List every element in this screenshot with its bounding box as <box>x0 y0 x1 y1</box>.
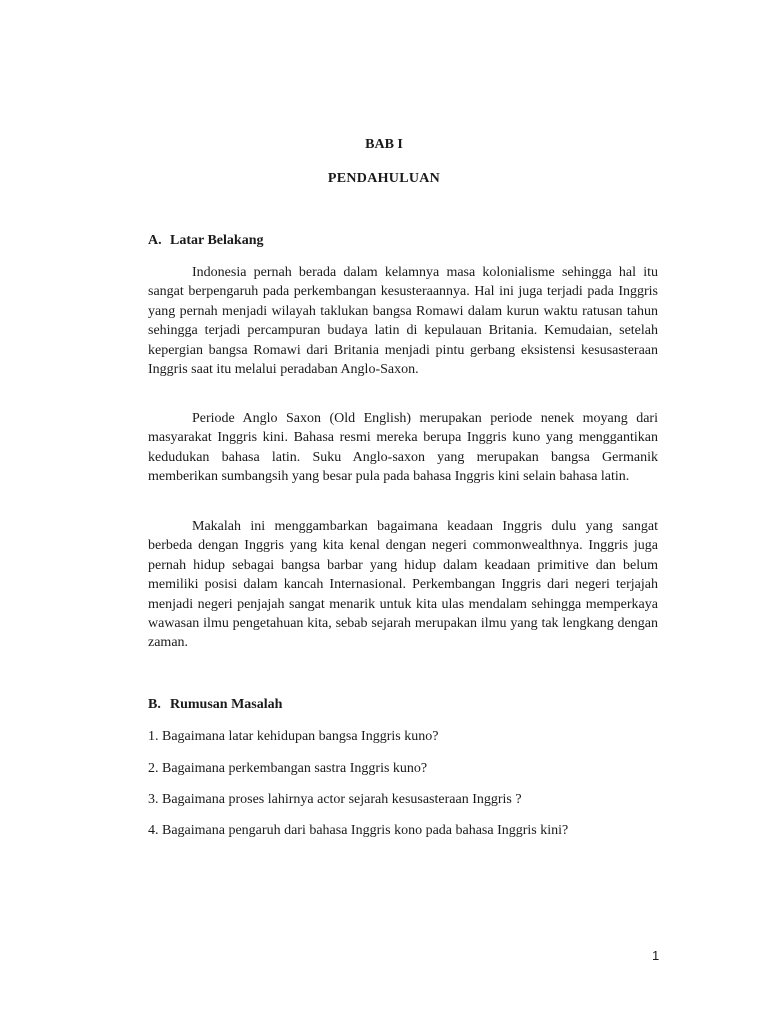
chapter-title: BAB I <box>365 137 403 152</box>
section-a-title: Latar Belakang <box>170 233 264 248</box>
chapter-subtitle: PENDAHULUAN <box>327 171 441 186</box>
section-a-heading <box>148 233 263 249</box>
question-3: 3. Bagaimana proses lahirnya actor sejarah kesusasteraan Inggris ? <box>148 792 522 807</box>
section-a-number: A. <box>148 233 162 248</box>
paragraph-2: Periode Anglo Saxon (Old English) merupakan periode nenek moyang dari masyarakat Inggris kini. Bahasa resmi mereka berupa Inggris kuno yang menggantikan kedudukan bahasa latin. Suku Anglo-saxon yang merupakan bangsa Germanik memberikan sumbangsih yang besar pula pada bahasa Inggris kini selain bahasa latin. <box>148 411 658 485</box>
question-4: 4. Bagaimana pengaruh dari bahasa Inggris kono pada bahasa Inggris kini? <box>148 823 569 838</box>
question-1: 1. Bagaimana latar kehidupan bangsa Inggris kuno? <box>148 729 439 744</box>
section-b-heading <box>148 697 282 713</box>
section-b-title: Rumusan Masalah <box>170 697 283 712</box>
paragraph-1: Indonesia pernah berada dalam kelamnya masa kolonialisme sehingga hal itu sangat berpengaruh pada perkembangan kesusteraannya. Hal ini juga terjadi pada Inggris yang pernah menjadi wilayah taklukan bangsa Romawi dalam kurun waktu ratusan tahun sehingga terjadi percampuran budaya latin di kepulauan Britania. Kemudaian, setelah kepergian bangsa Romawi dari Britania menjadi pintu gerbang eksistensi kesusasteraan Inggris saat itu melalui peradaban Anglo-Saxon. <box>148 265 658 378</box>
paragraph-3: Makalah ini menggambarkan bagaimana keadaan Inggris dulu yang sangat berbeda dengan Inggris yang kita kenal dengan negeri commonwealthnya. Inggris juga pernah hidup sebagai bangsa barbar yang hidup dalam keadaan primitive dan belum memiliki posisi dalam kancah Internasional. Perkembangan Inggris dari negeri terjajah menjadi negeri penjajah sangat menarik untuk kita ulas mendalam sehingga memperkaya wawasan ilmu pengetahuan kita, sebab sejarah merupakan ilmu yang tak lengkang dengan zaman. <box>148 519 658 651</box>
section-b-number: B. <box>148 697 161 712</box>
page-number: 1 <box>652 948 660 963</box>
question-2: 2. Bagaimana perkembangan sastra Inggris kuno? <box>148 761 428 776</box>
